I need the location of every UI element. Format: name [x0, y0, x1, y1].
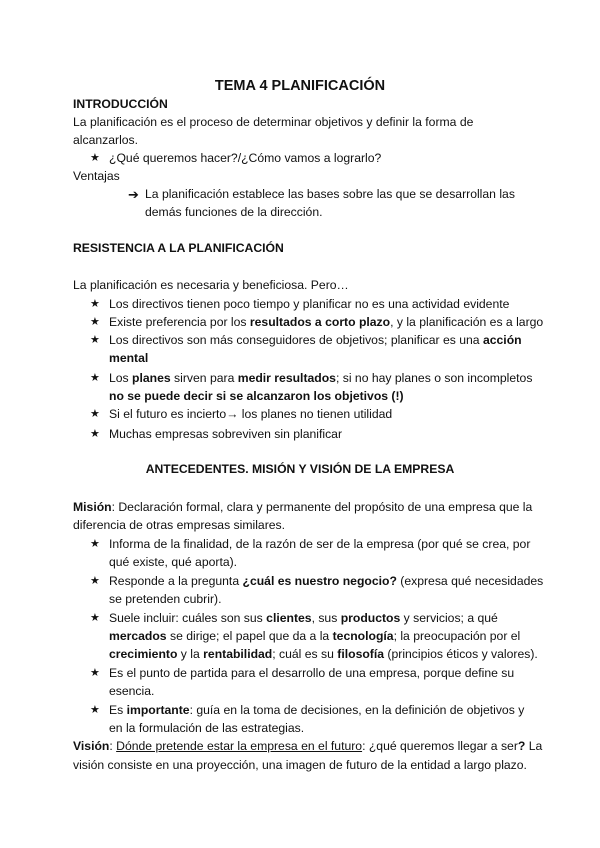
resistencia-bullet-3: Los directivos son más conseguidores de objetivos; planificar es una acción [109, 333, 522, 347]
mision-definition-line-2: diferencia de otras empresas similares. [73, 518, 286, 532]
antecedentes-heading: ANTECEDENTES. MISIÓN Y VISIÓN DE LA EMPRESA [145, 462, 455, 476]
ventajas-label: Ventajas [73, 169, 120, 183]
resistencia-bullet-1: Los directivos tienen poco tiempo y planificar no es una actividad evidente [109, 297, 510, 311]
mision-bullet-1-cont: qué existe, qué aporta). [109, 555, 238, 569]
mision-bullet-4-cont: esencia. [109, 684, 155, 698]
mision-definition-line-1: Misión: Declaración formal, clara y permanente del propósito de una empresa que la [73, 500, 533, 514]
ventajas-line-2: demás funciones de la dirección. [145, 205, 323, 219]
resistencia-bullet-3-cont: mental [109, 351, 149, 365]
intro-bullet: ¿Qué queremos hacer?/¿Cómo vamos a lograrlo? [109, 151, 382, 165]
star-bullet-icon: ★ [90, 334, 100, 346]
resistencia-bullet-4-cont: no se puede decir si se alcanzaron los objetivos (!) [109, 389, 404, 403]
vision-definition-line-2: visión consiste en una proyección, una imagen de futuro de la entidad a largo plazo. [73, 758, 527, 772]
mision-bullet-3-cont-1: mercados se dirige; el papel que da a la tecnología; la preocupación por el [109, 629, 521, 643]
star-bullet-icon: ★ [90, 538, 100, 550]
star-bullet-icon: ★ [90, 667, 100, 679]
star-bullet-icon: ★ [90, 372, 100, 384]
mision-bullet-4: Es el punto de partida para el desarrollo de una empresa, porque define su [109, 666, 515, 680]
mision-bullet-1: Informa de la finalidad, de la razón de ser de la empresa (por qué se crea, por [109, 537, 531, 551]
mision-bullet-2: Responde a la pregunta ¿cuál es nuestro negocio? (expresa qué necesidades [109, 574, 544, 588]
resistencia-bullet-4: Los planes sirven para medir resultados; si no hay planes o son incompletos [109, 371, 533, 385]
resistencia-bullet-5: Si el futuro es incierto→ los planes no tienen utilidad [109, 407, 393, 421]
star-bullet-icon: ★ [90, 428, 100, 440]
ventajas-line-1: La planificación establece las bases sobre las que se desarrollan las [145, 187, 515, 201]
resistencia-heading: RESISTENCIA A LA PLANIFICACIÓN [73, 241, 284, 255]
intro-paragraph-line-2: alcanzarlos. [73, 133, 139, 147]
star-bullet-icon: ★ [90, 316, 100, 328]
resistencia-bullet-2: Existe preferencia por los resultados a corto plazo, y la planificación es a largo [109, 315, 544, 329]
star-bullet-icon: ★ [90, 704, 100, 716]
star-bullet-icon: ★ [90, 152, 100, 164]
page-title: TEMA 4 PLANIFICACIÓN [214, 78, 386, 94]
intro-paragraph-line-1: La planificación es el proceso de determinar objetivos y definir la forma de [73, 115, 474, 129]
mision-bullet-5-cont: en la formulación de las estrategias. [109, 721, 305, 735]
mision-bullet-3-cont-2: crecimiento y la rentabilidad; cuál es su filosofía (principios éticos y valores). [109, 647, 538, 661]
star-bullet-icon: ★ [90, 298, 100, 310]
resistencia-bullet-6: Muchas empresas sobreviven sin planificar [109, 427, 343, 441]
vision-definition-line-1: Visión: Dónde pretende estar la empresa en el futuro: ¿qué queremos llegar a ser? La [73, 739, 543, 753]
resistencia-lead: La planificación es necesaria y beneficiosa. Pero… [73, 278, 349, 292]
star-bullet-icon: ★ [90, 612, 100, 624]
mision-bullet-3: Suele incluir: cuáles son sus clientes, sus productos y servicios; a qué [109, 611, 498, 625]
arrow-bullet-icon: ➔ [128, 187, 139, 202]
star-bullet-icon: ★ [90, 575, 100, 587]
mision-bullet-5: Es importante: guía en la toma de decisiones, en la definición de objetivos y [109, 703, 525, 717]
star-bullet-icon: ★ [90, 408, 100, 420]
mision-bullet-2-cont: se pretenden cubrir). [109, 592, 222, 606]
intro-heading: INTRODUCCIÓN [73, 97, 168, 111]
